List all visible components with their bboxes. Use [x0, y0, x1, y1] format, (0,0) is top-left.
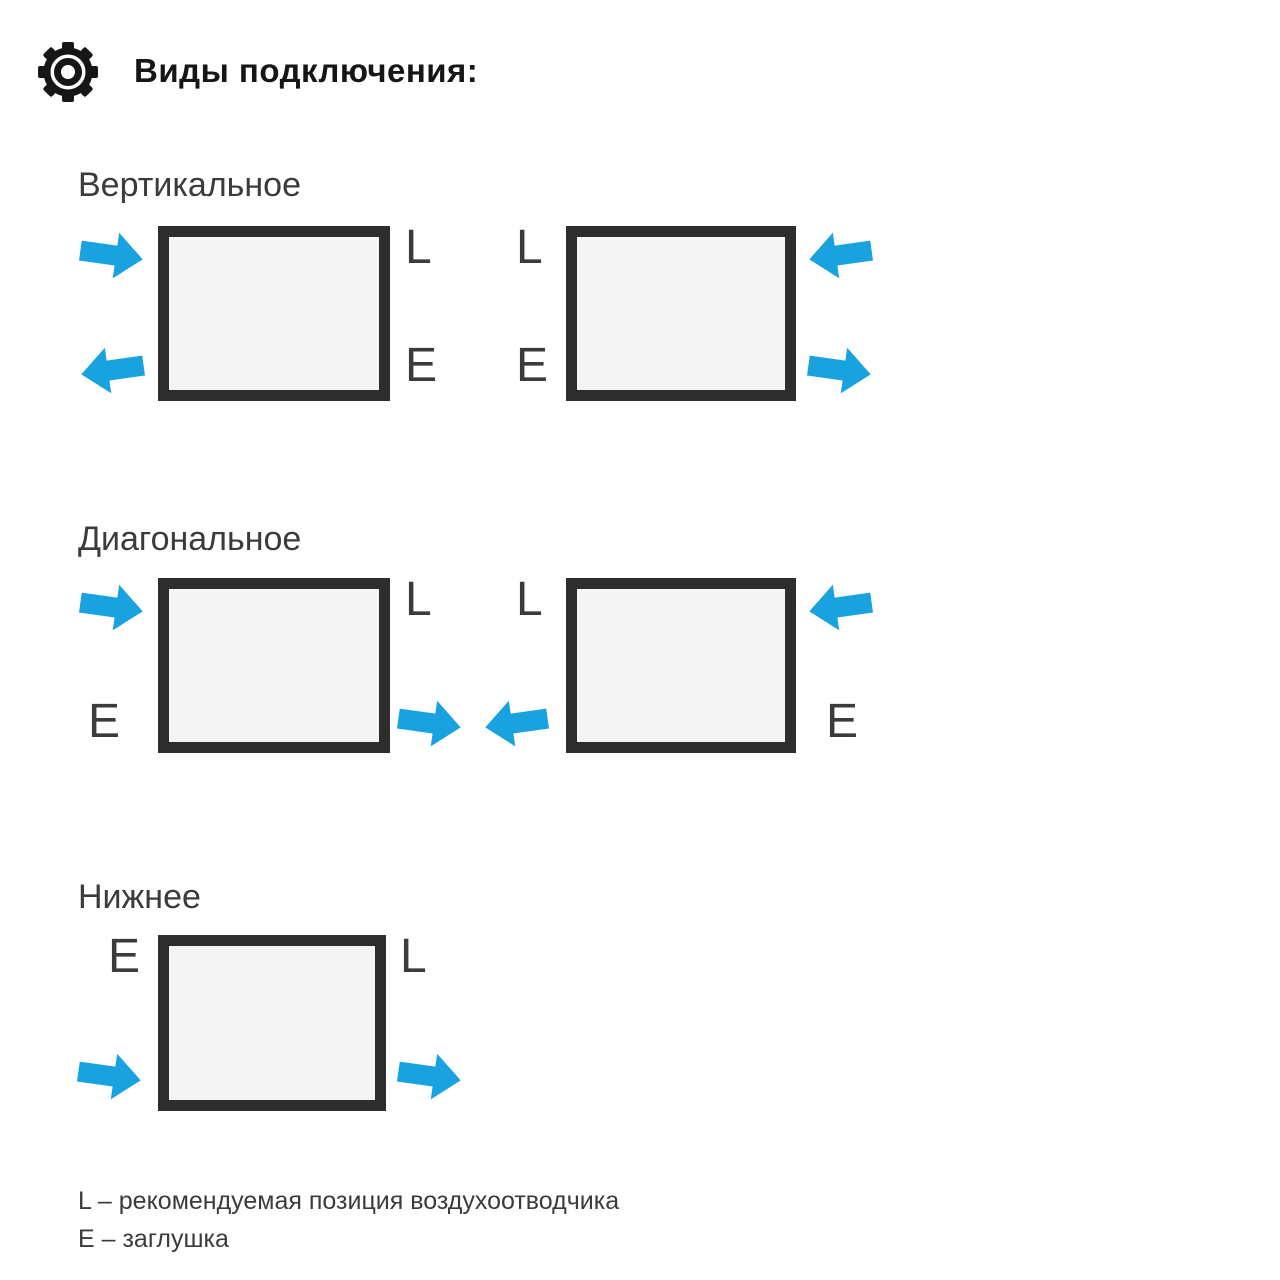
- arrow-out-right-icon: [398, 697, 462, 749]
- port-label-air-vent: L: [516, 573, 543, 626]
- legend-line-air-vent: L – рекомендуемая позиция воздухоотводчика: [78, 1187, 620, 1215]
- arrow-out-right-icon: [808, 344, 872, 396]
- port-label-plug: E: [405, 339, 438, 392]
- arrow-in-left-icon: [808, 581, 872, 633]
- legend-line-plug: E – заглушка: [78, 1225, 229, 1253]
- radiator-rect: [158, 578, 390, 753]
- legend: [78, 1182, 619, 1258]
- section-label-vertical: Вертикальное: [78, 166, 301, 204]
- arrow-out-left-icon: [484, 697, 548, 749]
- port-label-air-vent: L: [405, 573, 432, 626]
- arrow-in-left-icon: [808, 229, 872, 281]
- radiator-rect: [158, 935, 386, 1111]
- port-label-plug: E: [826, 695, 859, 748]
- gear-icon: [36, 40, 100, 104]
- radiator-rect: [566, 578, 796, 753]
- arrow-in-right-icon: [78, 1050, 142, 1102]
- page-title: Виды подключения:: [134, 52, 479, 89]
- section-label-bottom: Нижнее: [78, 878, 201, 916]
- arrow-in-right-icon: [80, 229, 144, 281]
- port-label-air-vent: L: [400, 930, 427, 983]
- radiator-rect: [158, 226, 390, 401]
- arrow-in-right-icon: [80, 581, 144, 633]
- port-label-plug: E: [88, 695, 121, 748]
- port-label-air-vent: L: [405, 221, 432, 274]
- radiator-rect: [566, 226, 796, 401]
- arrow-out-left-icon: [80, 344, 144, 396]
- port-label-air-vent: L: [516, 221, 543, 274]
- port-label-plug: E: [516, 339, 549, 392]
- section-label-diagonal: Диагональное: [78, 520, 302, 558]
- port-label-plug: E: [108, 930, 141, 983]
- arrow-out-right-icon: [398, 1050, 462, 1102]
